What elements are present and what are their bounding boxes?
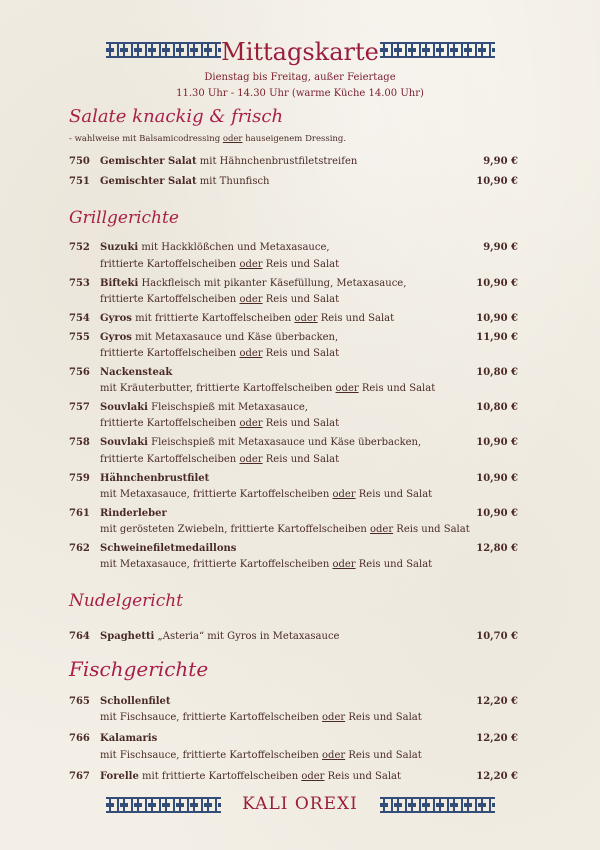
sides-text-end: Reis und Salat [324,771,402,782]
menu-item-751 [100,176,270,187]
item-number: 755 [69,332,90,343]
item-desc: mit Metaxasauce und Käse überbacken, [131,332,339,343]
item-number: 753 [69,278,90,289]
item-price: 10,90 € [476,473,518,484]
item-name: Bifteki [100,278,139,289]
sides-or: oder [370,524,394,535]
item-price: 10,80 € [476,402,518,413]
item-number: 752 [69,242,90,253]
sides-text: mit Fischsauce, frittierte Kartoffelscheiben [100,712,323,723]
sides-text-end: Reis und Salat [317,313,395,324]
item-price: 12,80 € [476,543,518,554]
sides-text: frittierte Kartoffelscheiben [100,259,240,270]
note-text-end: hauseigenem Dressing. [242,134,347,144]
section-heading-fisch: Fischgerichte [69,657,209,681]
item-price: 10,90 € [476,508,518,519]
sides-text: mit Metaxasauce, frittierte Kartoffelscheiben [100,489,333,500]
sides-or: oder [322,712,346,723]
item-desc: mit Hackklößchen und Metaxasauce, [138,242,330,253]
sides-text: frittierte Kartoffelscheiben [100,348,240,359]
page-title: Mittagskarte [221,38,379,66]
item-desc: „Asteria“ mit Gyros in Metaxasauce [154,631,340,642]
item-number: 757 [69,402,90,413]
sides-text-end: Reis und Salat [262,294,340,305]
sides-text-end: Reis und Salat [262,454,340,465]
item-number: 756 [69,367,90,378]
item-name: Nackensteak [100,367,173,378]
menu-item-752 [100,242,330,253]
item-name: Gemischter Salat [100,176,197,187]
item-name: Souvlaki [100,402,148,413]
section-heading-grill: Grillgerichte [69,208,179,228]
sides-text: frittierte Kartoffelscheiben [100,418,240,429]
item-desc: mit frittierte Kartoffelscheiben [138,771,302,782]
menu-item-756 [100,367,172,378]
item-name: Gemischter Salat [100,156,197,167]
item-price: 11,90 € [476,332,518,343]
sides-or: oder [239,294,263,305]
item-name: Schollenfilet [100,696,171,707]
menu-item-757 [100,402,308,413]
sides-text-end: Reis und Salat [393,524,470,535]
item-name: Forelle [100,771,139,782]
menu-item-753 [100,278,406,289]
sides-or: oder [294,313,318,324]
item-desc: Fleischspieß mit Metaxasauce und Käse überbacken, [147,437,422,448]
sides-or: oder [322,750,346,761]
sides-text: mit gerösteten Zwiebeln, frittierte Kartoffelscheiben [100,524,370,535]
menu-item-755 [100,332,338,343]
item-sides [100,489,432,500]
sides-text: frittierte Kartoffelscheiben [100,294,240,305]
item-price: 10,90 € [476,176,518,187]
sides-text-end: Reis und Salat [355,559,433,570]
sides-text-end: Reis und Salat [358,383,436,394]
sides-or: oder [239,418,263,429]
item-desc: Hackfleisch mit pikanter Käsefüllung, Metaxasauce, [138,278,407,289]
sides-or: oder [335,383,359,394]
item-price: 10,80 € [476,367,518,378]
subtitle-days: Dienstag bis Freitag, außer Feiertage [204,72,396,83]
item-number: 751 [69,176,90,187]
sides-text-end: Reis und Salat [355,489,433,500]
item-name: Rinderleber [100,508,167,519]
item-number: 750 [69,156,90,167]
item-sides [100,712,422,723]
section-heading-salate: Salate knackig & frisch [69,106,284,127]
item-price: 10,90 € [476,437,518,448]
sides-text-end: Reis und Salat [262,418,340,429]
item-sides [100,259,339,270]
item-number: 761 [69,508,90,519]
item-number: 764 [69,631,90,642]
item-number: 754 [69,313,90,324]
item-name: Hähnchenbrustfilet [100,473,210,484]
sides-or: oder [239,454,263,465]
item-price: 9,90 € [483,242,518,253]
menu-item-767 [100,771,401,782]
sides-or: oder [332,489,356,500]
menu-item-766 [100,733,157,744]
item-sides [100,454,339,465]
item-number: 759 [69,473,90,484]
item-desc: mit Thunfisch [196,176,270,187]
footer-slogan: KALI OREXI [242,794,358,814]
sides-text-end: Reis und Salat [262,348,340,359]
item-sides [100,750,422,761]
item-sides [100,559,432,570]
sides-text-end: Reis und Salat [345,712,422,723]
item-name: Schweinefiletmedaillons [100,543,237,554]
sides-or: oder [301,771,325,782]
item-number: 758 [69,437,90,448]
section-heading-nudel: Nudelgericht [69,591,184,611]
dressing-note [69,134,346,144]
sides-text: mit Kräuterbutter, frittierte Kartoffelscheiben [100,383,336,394]
menu-item-759 [100,473,209,484]
sides-text-end: Reis und Salat [262,259,340,270]
item-desc: mit frittierte Kartoffelscheiben [131,313,295,324]
menu-item-764 [100,631,339,642]
item-sides [100,524,470,535]
item-price: 10,90 € [476,278,518,289]
item-price: 12,20 € [476,696,518,707]
item-sides [100,383,435,394]
menu-item-765 [100,696,171,707]
sides-text: frittierte Kartoffelscheiben [100,454,240,465]
item-price: 9,90 € [483,156,518,167]
item-name: Kalamaris [100,733,158,744]
sides-text: mit Fischsauce, frittierte Kartoffelscheiben [100,750,323,761]
menu-item-758 [100,437,421,448]
sides-or: oder [332,559,356,570]
item-name: Spaghetti [100,631,155,642]
item-number: 767 [69,771,90,782]
item-sides [100,418,339,429]
sides-or: oder [239,348,263,359]
item-number: 762 [69,543,90,554]
menu-item-761 [100,508,167,519]
item-number: 766 [69,733,90,744]
item-price: 12,20 € [476,733,518,744]
item-name: Gyros [100,313,132,324]
item-desc: Fleischspieß mit Metaxasauce, [147,402,308,413]
note-text: - wahlweise mit Balsamicodressing [69,134,223,144]
note-or: oder [222,134,243,144]
item-price: 10,90 € [476,313,518,324]
item-price: 10,70 € [476,631,518,642]
item-number: 765 [69,696,90,707]
item-desc: mit Hähnchenbrustfiletstreifen [196,156,358,167]
item-name: Suzuki [100,242,139,253]
sides-text-end: Reis und Salat [345,750,422,761]
item-sides [100,294,339,305]
item-name: Gyros [100,332,132,343]
menu-item-762 [100,543,236,554]
item-sides [100,348,339,359]
sides-text: mit Metaxasauce, frittierte Kartoffelscheiben [100,559,333,570]
subtitle-hours: 11.30 Uhr - 14.30 Uhr (warme Küche 14.00 Uhr) [176,88,424,99]
menu-item-750 [100,156,357,167]
item-price: 12,20 € [476,771,518,782]
menu-item-754 [100,313,394,324]
item-name: Souvlaki [100,437,148,448]
sides-or: oder [239,259,263,270]
